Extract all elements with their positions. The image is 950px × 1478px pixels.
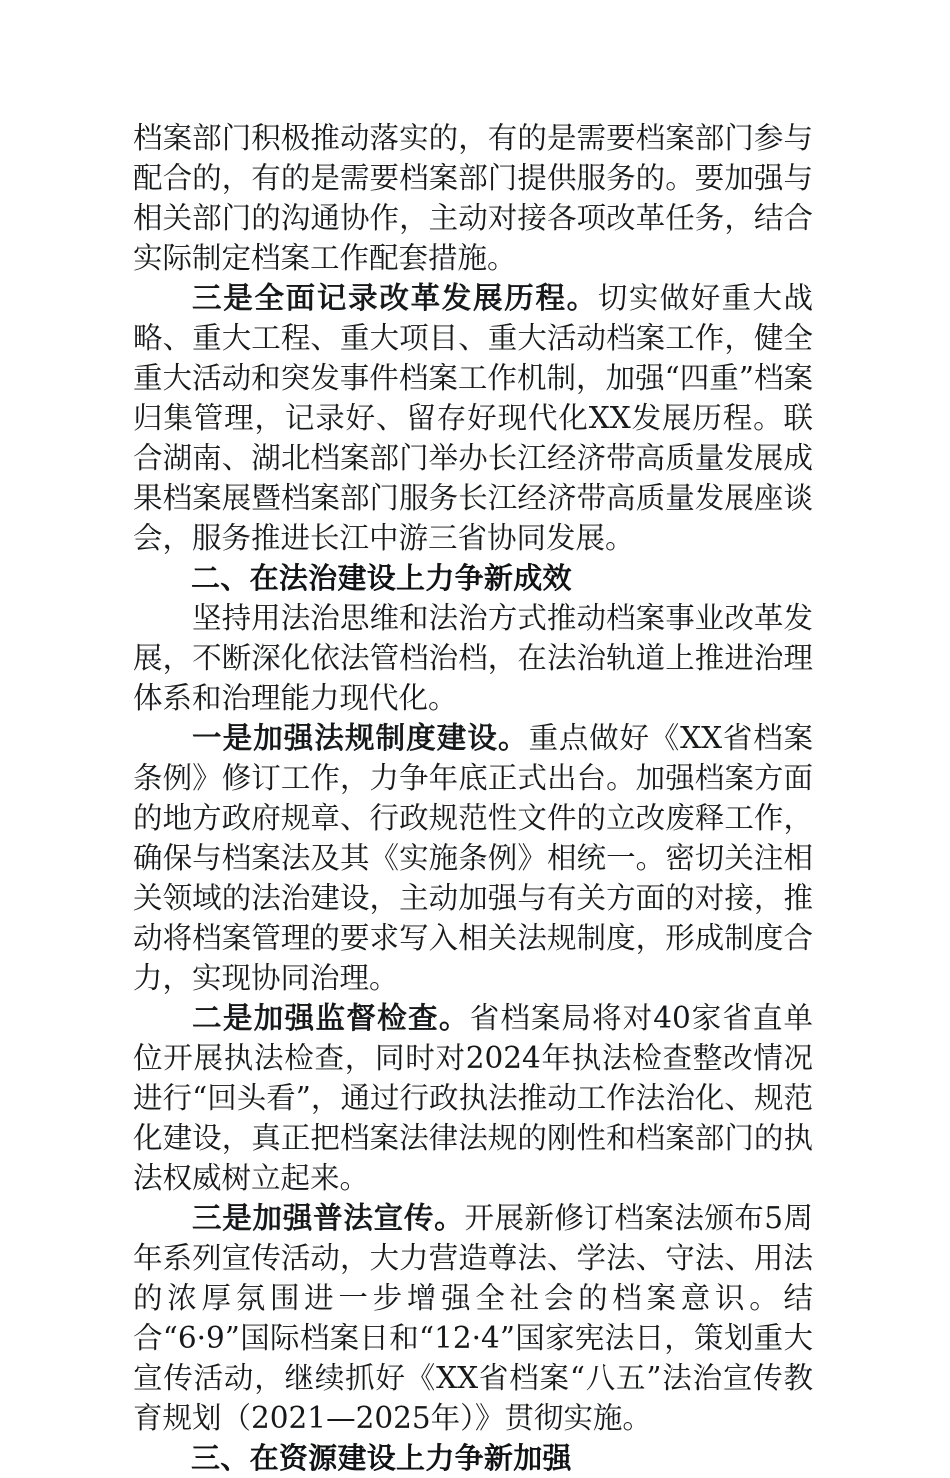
section-heading-three: 三、在资源建设上力争新加强 xyxy=(191,1441,572,1475)
paragraph-continuation-top xyxy=(133,118,813,278)
paragraph-one-regulations xyxy=(133,718,813,998)
paragraph-text: 切实做好重大战略、重大工程、重大项目、重大活动档案工作，健全重大活动和突发事件档案工作机制，加强“四重”档案归集管理，记录好、留存好现代化XX发展历程。联合湖南、湖北档案部门举办长江经济带高质量发展成果档案展暨档案部门服务长江经济带高质量发展座谈会，服务推进长江中游三省协同发展。 xyxy=(133,281,813,555)
runin-heading: 三是加强普法宣传。 xyxy=(192,1200,465,1235)
paragraph-text: 坚持用法治思维和法治方式推动档案事业改革发展，不断深化依法管档治档，在法治轨道上推进治理体系和治理能力现代化。 xyxy=(133,601,813,715)
paragraph-text: 档案部门积极推动落实的，有的是需要档案部门参与配合的，有的是需要档案部门提供服务的。要加强与相关部门的沟通协作，主动对接各项改革任务，结合实际制定档案工作配套措施。 xyxy=(133,121,813,275)
runin-heading: 一是加强法规制度建设。 xyxy=(192,720,529,755)
paragraph-three-record-reform xyxy=(133,278,813,558)
paragraph-two-supervision xyxy=(133,998,813,1198)
paragraph-text: 开展新修订档案法颁布5周年系列宣传活动，大力营造尊法、学法、守法、用法的浓厚氛围进一步增强全社会的档案意识。结合“6·9”国际档案日和“12·4”国家宪法日，策划重大宣传活动，继续抓好《XX省档案“八五”法治宣传教育规划（2021—2025年）》贯彻实施。 xyxy=(133,1201,813,1435)
paragraph-text: 重点做好《XX省档案条例》修订工作，力争年底正式出台。加强档案方面的地方政府规章、行政规范性文件的立改废释工作，确保与档案法及其《实施条例》相统一。密切关注相关领域的法治建设，主动加强与有关方面的对接，推动将档案管理的要求写入相关法规制度，形成制度合力，实现协同治理。 xyxy=(133,721,813,995)
runin-heading: 二是加强监督检查。 xyxy=(192,1000,470,1035)
section-heading-two: 二、在法治建设上力争新成效 xyxy=(191,561,572,595)
paragraph-text: 省档案局将对40家省直单位开展执法检查，同时对2024年执法检查整改情况进行“回头看”，通过行政执法推动工作法治化、规范化建设，真正把档案法律法规的刚性和档案部门的执法权威树立起来。 xyxy=(133,1001,814,1195)
paragraph-three-legal-publicity xyxy=(133,1198,813,1438)
runin-heading: 三是全面记录改革发展历程。 xyxy=(192,280,598,315)
paragraph-rule-of-law-intro xyxy=(133,598,813,718)
